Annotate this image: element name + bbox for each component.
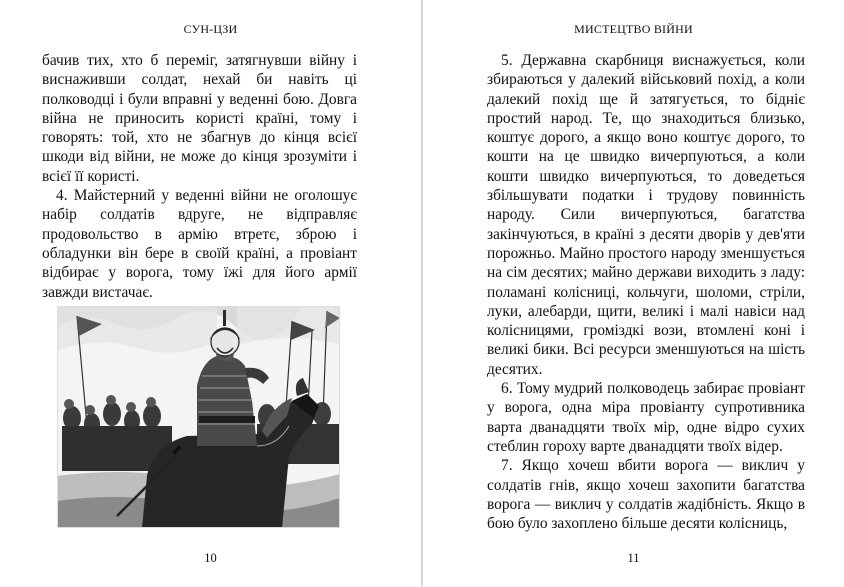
paragraph: 5. Державна скарбниця виснажується, коли збираються у далекий військовий похід, а коли далекий похід ще й затягується, то бідніє простий народ. Те, що знаходиться близько, коштує дорого, а якщо воно коштує дорого, то кошти на це швидко вичерпуються, а коли кошти швидко вичерпуються, то доведеться збільшувати податки і трудову повинність народу. Сили вичерпуються, багатства закінчуються, в країні з десяти дворів у дев'яти порожньо. Майно простого народу зменшується на сім десятих; майно держави виходить з ладу: поламані колісниці, кольчуги, шоломи, стріли, луки, алебарди, щити, великі і малі навіси над колісницями, громіздкі вози, втомлені коні і великі бики. Всі ресурси зменшуються на шість десятих. bbox=[487, 52, 805, 378]
left-running-header: СУН-ЦЗИ bbox=[183, 22, 238, 36]
left-page-number: 10 bbox=[204, 551, 217, 565]
right-page-number: 11 bbox=[627, 551, 640, 565]
paragraph: 6. Тому мудрий полководець забирає провіант у ворога, одна міра провіанту супротивника варта дванадцяти твоїх мір, одне відро сухих стеблин гороху варте дванадцяти твоїх відер. bbox=[487, 380, 805, 455]
warrior-on-horseback-illustration bbox=[57, 306, 340, 528]
right-body-text bbox=[487, 51, 805, 533]
paragraph: 7. Якщо хочеш вбити ворога — виклич у солдатів гнів, якщо хочеш захопити багатства ворога — виклич у солдатів жадібність. Якщо в бою було захоплено більше десяти колісниць, bbox=[487, 457, 805, 533]
right-running-header: МИСТЕЦТВО ВІЙНИ bbox=[574, 22, 693, 36]
paragraph: бачив тих, хто б переміг, затягнувши війну і виснаживши солдат, нехай би навіть ці полководці і були вправні у веденні бою. Довга війна не приносить користі країні, тому і говорять: той, хто не збагнув до кінця всієї шкоди від війни, не може до кінця зрозуміти і всієї її користі. bbox=[42, 52, 357, 185]
left-body-text bbox=[42, 51, 357, 302]
paragraph: 4. Майстерний у веденні війни не оголошує набір солдатів вдруге, не відправляє продовольство в армію втретє, зброю і обладунки він бере в своїй країні, а провіант відбирає у ворога, тому їжі для його армії завжди вистачає. bbox=[42, 187, 357, 301]
